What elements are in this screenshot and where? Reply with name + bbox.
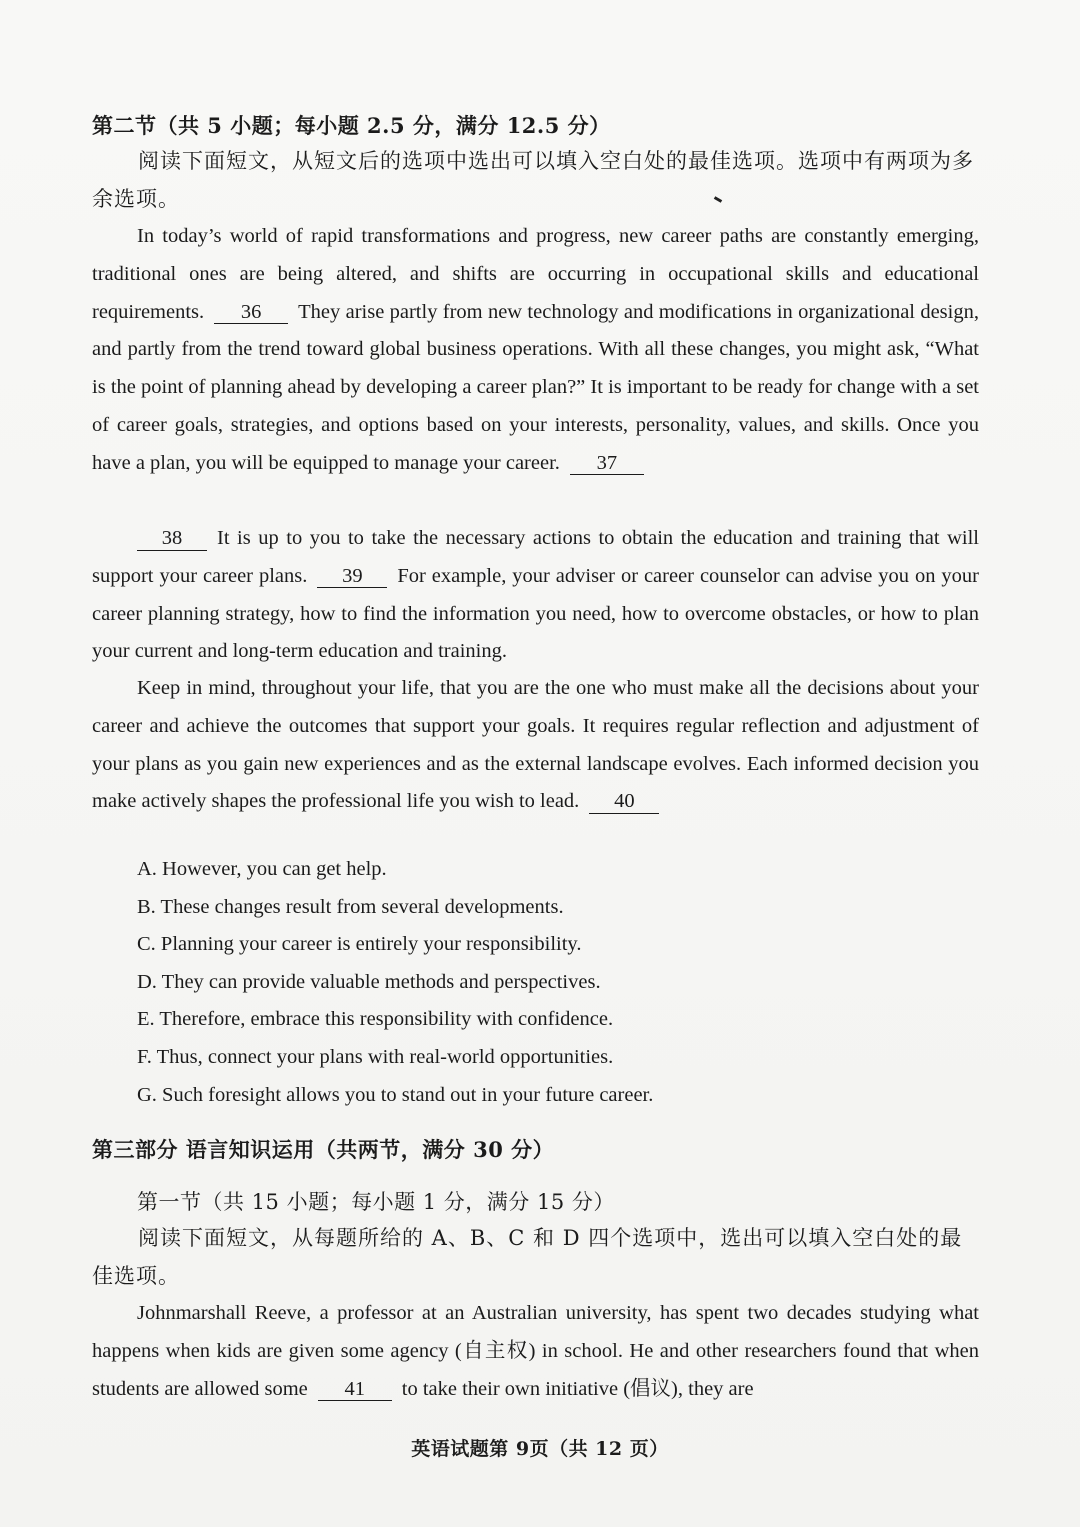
part-3-section-1-heading: 第一节（共 15 小题；每小题 1 分，满分 15 分）	[137, 1190, 615, 1214]
paragraph-text: Keep in mind, throughout your life, that you are the one who must make all the decisions about your career and achieve the outcomes that support your goals. It requires regular reflection and adjustment of your plans as you gain new experiences and as the external landscape evolves. Each informed decision you make actively shapes the professional life you wish to lead.	[92, 677, 979, 813]
paragraph-text: They arise partly from new technology and modifications in organizational design, and partly from the trend toward global business operations. With all these changes, you might ask, “What is the point of planning ahead by developing a career plan?” It is important to be ready for change with a set of career goals, strategies, and options based on your interests, personality, values, and skills. Once you have a plan, you will be equipped to manage your career.	[92, 300, 979, 474]
blank-40[interactable]: 40	[589, 790, 659, 814]
option-c[interactable]: C. Planning your career is entirely your responsibility.	[137, 933, 582, 956]
paragraph-text: For example, your adviser or career counselor can advise you on your career planning strategy, how to find the information you need, how to overcome obstacles, or how to plan your current and long-term education and training.	[92, 564, 979, 663]
blank-39[interactable]: 39	[317, 565, 387, 589]
passage-2-paragraph-1	[92, 1295, 979, 1408]
passage-1-paragraph-3	[92, 670, 979, 821]
option-b[interactable]: B. These changes result from several developments.	[137, 895, 564, 918]
option-a[interactable]: A. However, you can get help.	[137, 858, 387, 880]
option-d[interactable]: D. They can provide valuable methods and perspectives.	[137, 970, 601, 993]
blank-41[interactable]: 41	[318, 1378, 392, 1402]
section-2-instruction: 阅读下面短文，从短文后的选项中选出可以填入空白处的最佳选项。选项中有两项为多余选项。	[92, 149, 974, 211]
passage-1-paragraph-1	[92, 218, 979, 483]
blank-37[interactable]: 37	[570, 452, 644, 476]
option-f[interactable]: F. Thus, connect your plans with real-world opportunities.	[137, 1045, 614, 1068]
passage-1-paragraph-2	[92, 520, 979, 671]
option-g[interactable]: G. Such foresight allows you to stand out in your future career.	[137, 1083, 654, 1106]
option-e[interactable]: E. Therefore, embrace this responsibility with confidence.	[137, 1008, 614, 1031]
part-3-heading: 第三部分 语言知识运用（共两节，满分 30 分）	[92, 1137, 555, 1162]
options-list	[137, 851, 653, 1114]
blank-36[interactable]: 36	[214, 301, 288, 325]
page-footer: 英语试题第 9页（共 12 页）	[411, 1438, 669, 1460]
paragraph-text: to take their own initiative (倡议), they are	[401, 1377, 754, 1400]
paragraph-text: Johnmarshall Reeve, a professor at an Australian university, has spent two decades studying what happens when kids are given some agency (自主权) in school. He and other researchers found that when students are allowed some	[92, 1302, 979, 1400]
blank-38[interactable]: 38	[137, 527, 207, 551]
paragraph-text: In today’s world of rapid transformations and progress, new career paths are constantly emerging, traditional ones are being altered, and shifts are occurring in occupational skills and educational requirements.	[92, 225, 979, 323]
section-2-heading: 第二节（共 5 小题；每小题 2.5 分，满分 12.5 分）	[92, 113, 611, 138]
paragraph-text: It is up to you to take the necessary actions to obtain the education and training that will support your career plans.	[92, 527, 979, 587]
part-3-instruction: 阅读下面短文，从每题所给的 A、B、C 和 D 四个选项中，选出可以填入空白处的最佳选项。	[92, 1226, 963, 1288]
